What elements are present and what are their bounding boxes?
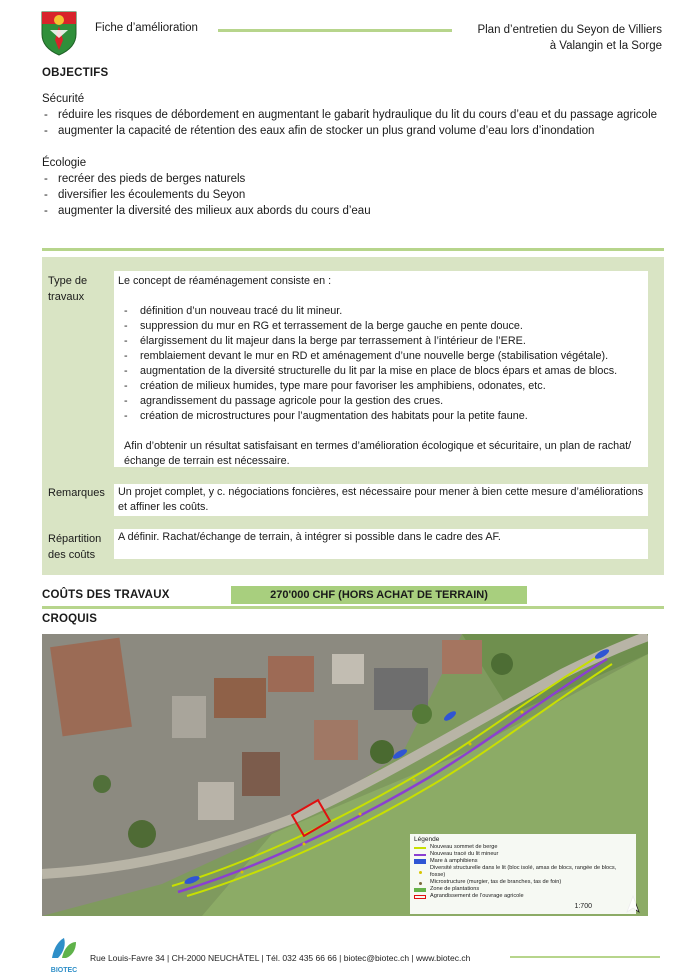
legend-label: Zone de plantations: [430, 886, 480, 892]
plan-title-line2: à Valangin et la Sorge: [549, 40, 662, 52]
legend-item: [414, 865, 632, 879]
travaux-intro: Le concept de réaménagement consiste en :: [118, 275, 332, 287]
fill-swatch-icon: [414, 859, 426, 864]
securite-label: Sécurité: [42, 93, 85, 105]
repartition-label-line1: Répartition: [48, 533, 102, 545]
legend-item: [414, 844, 632, 851]
objectifs-section: [42, 91, 662, 219]
footer-divider: [510, 956, 660, 958]
travaux-label-line2: travaux: [48, 291, 85, 303]
map-legend: [410, 834, 636, 914]
list-item: - agrandissement du passage agricole pour la gestion des crues.: [122, 394, 644, 409]
repartition-text: A définir. Rachat/échange de terrain, à intégrer si possible dans le cadre des AF.: [114, 529, 648, 559]
legend-item: [414, 858, 632, 865]
remarques-label: Remarques: [48, 487, 105, 499]
area-swatch-icon: [414, 888, 426, 892]
cost-value: 270'000 CHF (HORS ACHAT DE TERRAIN): [231, 586, 527, 604]
document-type-label: Fiche d’amélioration: [95, 22, 198, 34]
travaux-label-line1: Type de: [48, 275, 88, 287]
ecologie-label: Écologie: [42, 157, 87, 169]
legend-label: Agrandissement de l’ouvrage agricole: [430, 893, 524, 899]
line-swatch-icon: [414, 854, 426, 856]
section-divider: [42, 606, 664, 609]
remarques-text: Un projet complet, y c. négociations foncières, est nécessaire pour mener à bien cette mesure d’améliorations et affiner les coûts.: [114, 484, 648, 516]
map-scale: 1:700: [574, 903, 592, 910]
couts-heading: COÛTS DES TRAVAUX: [42, 589, 170, 601]
list-item: - augmenter la capacité de rétention des eaux afin de stocker un plus grand volume d’eau lors d’inondation: [42, 123, 662, 139]
legend-label: Mare à amphibiens: [430, 858, 478, 864]
list-item: - diversifier les écoulements du Seyon: [42, 187, 662, 203]
measure-details-panel: [42, 257, 664, 575]
repartition-label-line2: des coûts: [48, 549, 96, 561]
legend-title: Légende: [414, 836, 440, 843]
legend-item: [414, 879, 632, 886]
ecologie-list: [42, 171, 662, 219]
list-item: - création de milieux humides, type mare pour favoriser les amphibiens, odonates, etc.: [122, 379, 644, 394]
legend-label: Nouveau tracé du lit mineur: [430, 851, 499, 857]
travaux-box: [114, 271, 648, 467]
legend-label: Diversité structurelle dans le lit (bloc isolé, amas de blocs, rangée de blocs, fosse): [430, 865, 617, 878]
list-item: - augmenter la diversité des milieux aux abords du cours d’eau: [42, 203, 662, 219]
legend-label: Nouveau sommet de berge: [430, 844, 498, 850]
securite-list: [42, 107, 662, 139]
point-swatch-icon: [414, 881, 426, 885]
coat-of-arms-logo: [40, 10, 78, 56]
legend-item: [414, 893, 632, 900]
list-item: - augmentation de la diversité structurelle du lit par la mise en place de blocs épars et amas de blocs.: [122, 364, 644, 379]
header-divider: [218, 29, 452, 32]
box-swatch-icon: [414, 895, 426, 899]
footer-contact: Rue Louis-Favre 34 | CH-2000 NEUCHÂTEL | Tél. 032 435 66 66 | biotec@biotec.ch | www.biotec.ch: [90, 953, 471, 963]
plan-title-line1: Plan d’entretien du Seyon de Villiers: [477, 24, 662, 36]
company-name: BIOTEC: [50, 967, 78, 974]
line-swatch-icon: [414, 847, 426, 849]
list-item: - définition d’un nouveau tracé du lit mineur.: [122, 304, 644, 319]
biotec-logo: [48, 934, 80, 972]
section-divider: [42, 248, 664, 251]
legend-item: [414, 886, 632, 893]
list-item: - réduire les risques de débordement en augmentant le gabarit hydraulique du lit du cours d’eau et du passage agricole: [42, 107, 662, 123]
list-item: - suppression du mur en RG et terrassement de la berge gauche en pente douce.: [122, 319, 644, 334]
list-item: - élargissement du lit majeur dans la berge par terrassement à l’intérieur de l’ERE.: [122, 334, 644, 349]
croquis-heading: CROQUIS: [42, 613, 98, 625]
travaux-label: [48, 273, 87, 305]
travaux-list: [118, 304, 644, 424]
legend-item: [414, 851, 632, 858]
list-item: - recréer des pieds de berges naturels: [42, 171, 662, 187]
travaux-conclusion: Afin d’obtenir un résultat satisfaisant en termes d’amélioration écologique et sécuritaire, un plan de rachat/échange de terrain est nécessaire.: [124, 440, 632, 467]
list-item: - remblaiement devant le mur en RD et aménagement d’une nouvelle berge (stabilisation végétale).: [122, 349, 644, 364]
objectifs-heading: OBJECTIFS: [42, 67, 109, 79]
repartition-label: [48, 531, 101, 563]
legend-label: Microstructure (murgier, tas de branches, tas de foin): [430, 879, 562, 885]
list-item: - création de microstructures pour l’augmentation des habitats pour la petite faune.: [122, 409, 644, 424]
point-swatch-icon: [414, 870, 426, 874]
plan-title: [477, 22, 662, 54]
